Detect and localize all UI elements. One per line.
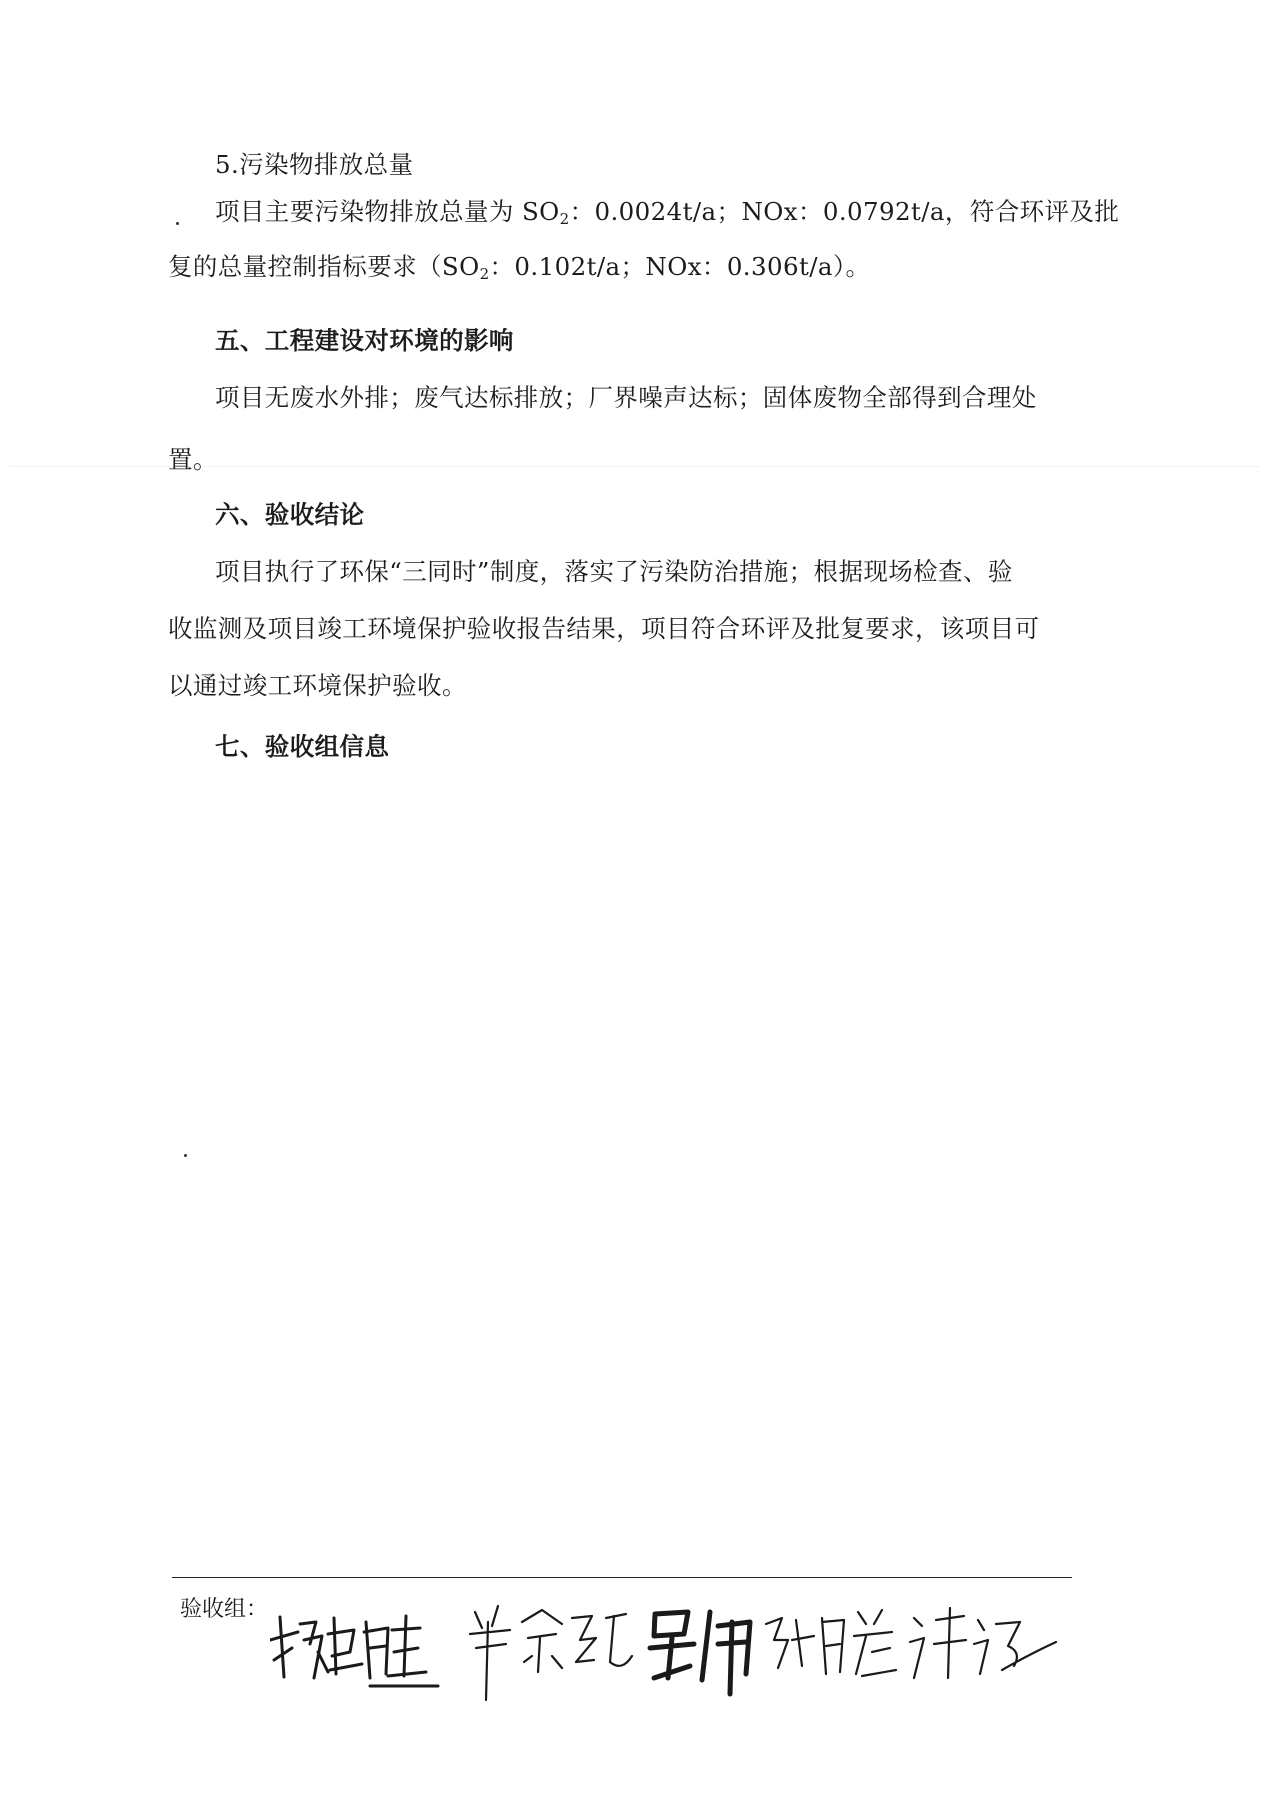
scan-speck — [184, 1154, 187, 1157]
section-five-paragraph-line-1: 项目无废水外排；废气达标排放；厂界噪声达标；固体废物全部得到合理处 — [215, 383, 1037, 412]
subscript: 2 — [479, 265, 490, 283]
section-five-paragraph-line-2: 置。 — [168, 445, 218, 474]
signature-5 — [910, 1608, 1056, 1678]
section-six-heading: 六、验收结论 — [215, 500, 365, 529]
section-5-paragraph-line-2 — [168, 252, 870, 282]
text-run: ：0.0024t/a；NOx：0.0792t/a，符合环评及批 — [569, 197, 1120, 226]
signature-3 — [650, 1612, 750, 1694]
section-six-paragraph-line-2: 收监测及项目竣工环境保护验收报告结果，项目符合环评及批复要求，该项目可 — [168, 614, 1040, 643]
subscript: 2 — [559, 210, 570, 228]
text-run: 项目主要污染物排放总量为 SO — [215, 197, 560, 226]
section-5-heading: 5.污染物排放总量 — [215, 150, 414, 179]
section-five-heading: 五、工程建设对环境的影响 — [215, 326, 514, 355]
signature-rule — [172, 1577, 1072, 1578]
signature-1 — [270, 1616, 438, 1686]
text-run: 复的总量控制指标要求（SO — [168, 252, 480, 281]
signature-2 — [470, 1606, 632, 1700]
section-six-paragraph-line-1: 项目执行了环保“三同时”制度，落实了污染防治措施；根据现场检查、验 — [215, 557, 1013, 586]
handwritten-signatures — [270, 1582, 1060, 1722]
scan-speck — [176, 222, 179, 225]
section-seven-heading: 七、验收组信息 — [215, 732, 390, 761]
section-5-paragraph-line-1 — [215, 197, 1119, 227]
text-run: ：0.102t/a；NOx：0.306t/a）。 — [489, 252, 871, 281]
signature-label: 验收组： — [180, 1597, 269, 1622]
section-six-paragraph-line-3: 以通过竣工环境保护验收。 — [168, 671, 467, 700]
signature-4 — [766, 1610, 896, 1676]
